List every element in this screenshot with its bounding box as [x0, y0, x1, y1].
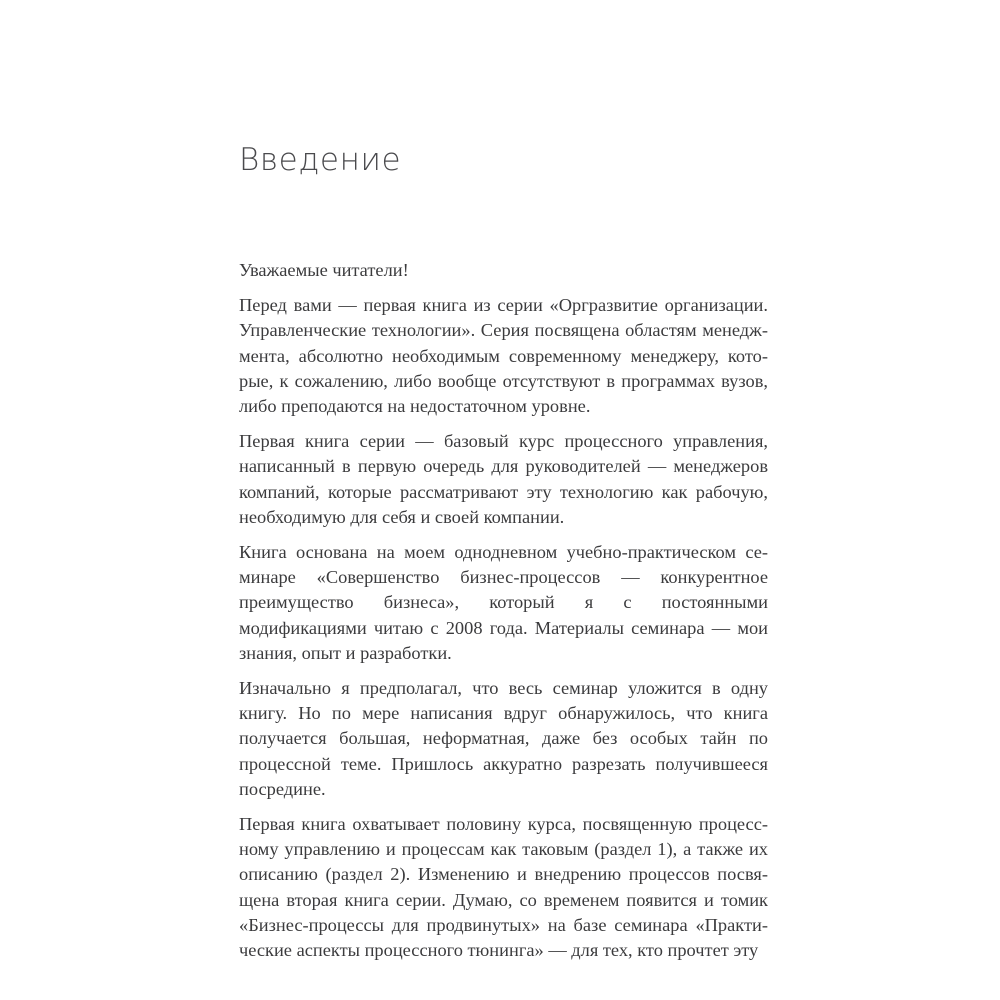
page-title: Введение [239, 141, 402, 178]
paragraph-3: Книга основана на моем однодневном учебно-практическом семинаре «Совершенство бизнес-процессов — конкурентное преимущество бизнеса», который я с постоянными модификациями читаю с 2008 года. Материалы семинара — мои знания, опыт и разработки. [239, 542, 768, 663]
body-text-block [239, 258, 768, 963]
paragraph-salutation: Уважаемые читатели! [239, 260, 409, 280]
paragraph-4: Изначально я предполагал, что весь семинар уложится в одну книгу. Но по мере написания вдруг обнаружилось, что книга получается большая, неформатная, даже без особых тайн по процессной теме. Пришлось аккуратно разрезать получившееся посредине. [239, 678, 768, 799]
paragraph-2: Первая книга серии — базовый курс процессного управления, написанный в первую очередь для руководителей — менеджеров компаний, которые рассматривают эту технологию как рабочую, необходимую для себя и своей компании. [239, 431, 768, 527]
paragraph-5: Первая книга охватывает половину курса, посвященную процессному управлению и процессам как таковым (раздел 1), а также их описанию (раздел 2). Изменению и внедрению процессов посвящена вторая книга серии. Думаю, со временем появится и томик «Бизнес-процессы для продвинутых» на базе семинара «Практические аспекты процессного тюнинга» — для тех, кто прочтет эту [239, 814, 768, 961]
paragraph-1: Перед вами — первая книга из серии «Оргразвитие организации. Управленческие технологии». Серия посвящена областям менеджмента, абсолютно необходимым современному менеджеру, которые, к сожалению, либо вообще отсутствуют в программах вузов, либо преподаются на недостаточном уровне. [239, 295, 768, 417]
